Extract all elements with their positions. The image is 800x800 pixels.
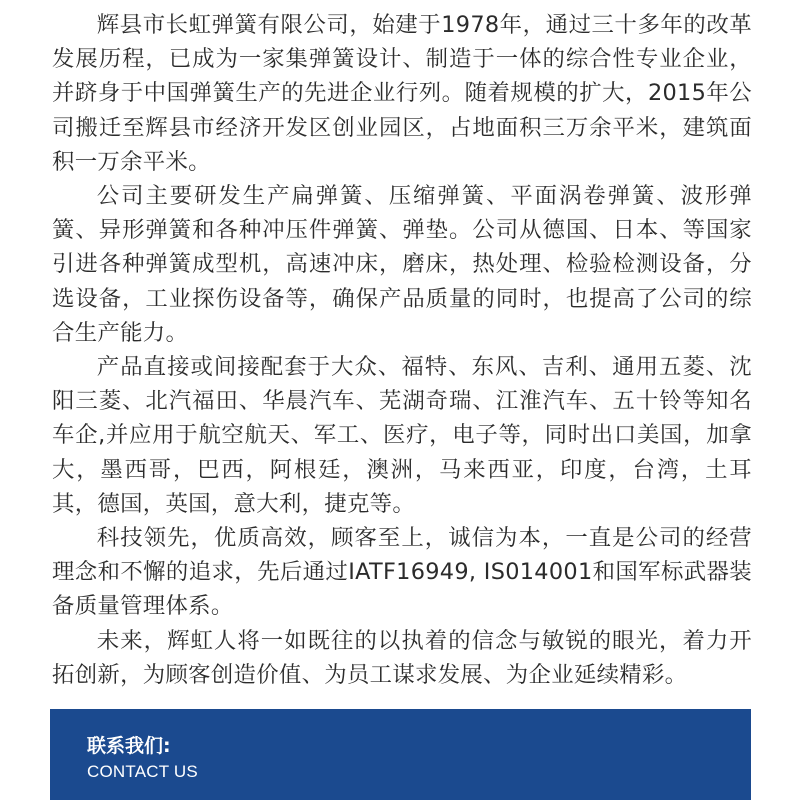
paragraph-future: 未来，辉虹人将一如既往的以执着的信念与敏锐的眼光，着力开拓创新，为顾客创造价值、为员工谋求发展、为企业延续精彩。 [52,627,752,688]
paragraph-philosophy: 科技领先，优质高效，顾客至上，诚信为本，一直是公司的经营理念和不懈的追求，先后通过IATF16949, IS014001和国军标武器装备质量管理体系。 [52,525,752,620]
contact-banner [50,709,751,800]
paragraph-products: 公司主要研发生产扁弹簧、压缩弹簧、平面涡卷弹簧、波形弹簧、异形弹簧和各种冲压件弹簧、弹垫。公司从德国、日本、等国家引进各种弹簧成型机，高速冲床，磨床，热处理、检验检测设备，分选设备，工业探伤设备等，确保产品质量的同时，也提高了公司的综合生产能力。 [52,183,752,346]
paragraph-customers: 产品直接或间接配套于大众、福特、东风、吉利、通用五菱、沈阳三菱、北汽福田、华晨汽车、芜湖奇瑞、江淮汽车、五十铃等知名车企,并应用于航空航天、军工、医疗，电子等，同时出口美国，加拿大，墨西哥，巴西，阿根廷，澳洲，马来西亚，印度，台湾，土耳其，德国，英国，意大利，捷克等。 [52,354,752,517]
paragraph-history: 辉县市长虹弹簧有限公司，始建于1978年，通过三十多年的改革发展历程，已成为一家集弹簧设计、制造于一体的综合性专业企业，并跻身于中国弹簧生产的先进企业行列。随着规模的扩大，2015年公司搬迁至辉县市经济开发区创业园区，占地面积三万余平米，建筑面积一万余平米。 [52,12,752,175]
company-profile-article [52,8,752,692]
contact-title: 联系我们: [87,735,171,757]
contact-subtitle: CONTACT US [87,762,198,781]
